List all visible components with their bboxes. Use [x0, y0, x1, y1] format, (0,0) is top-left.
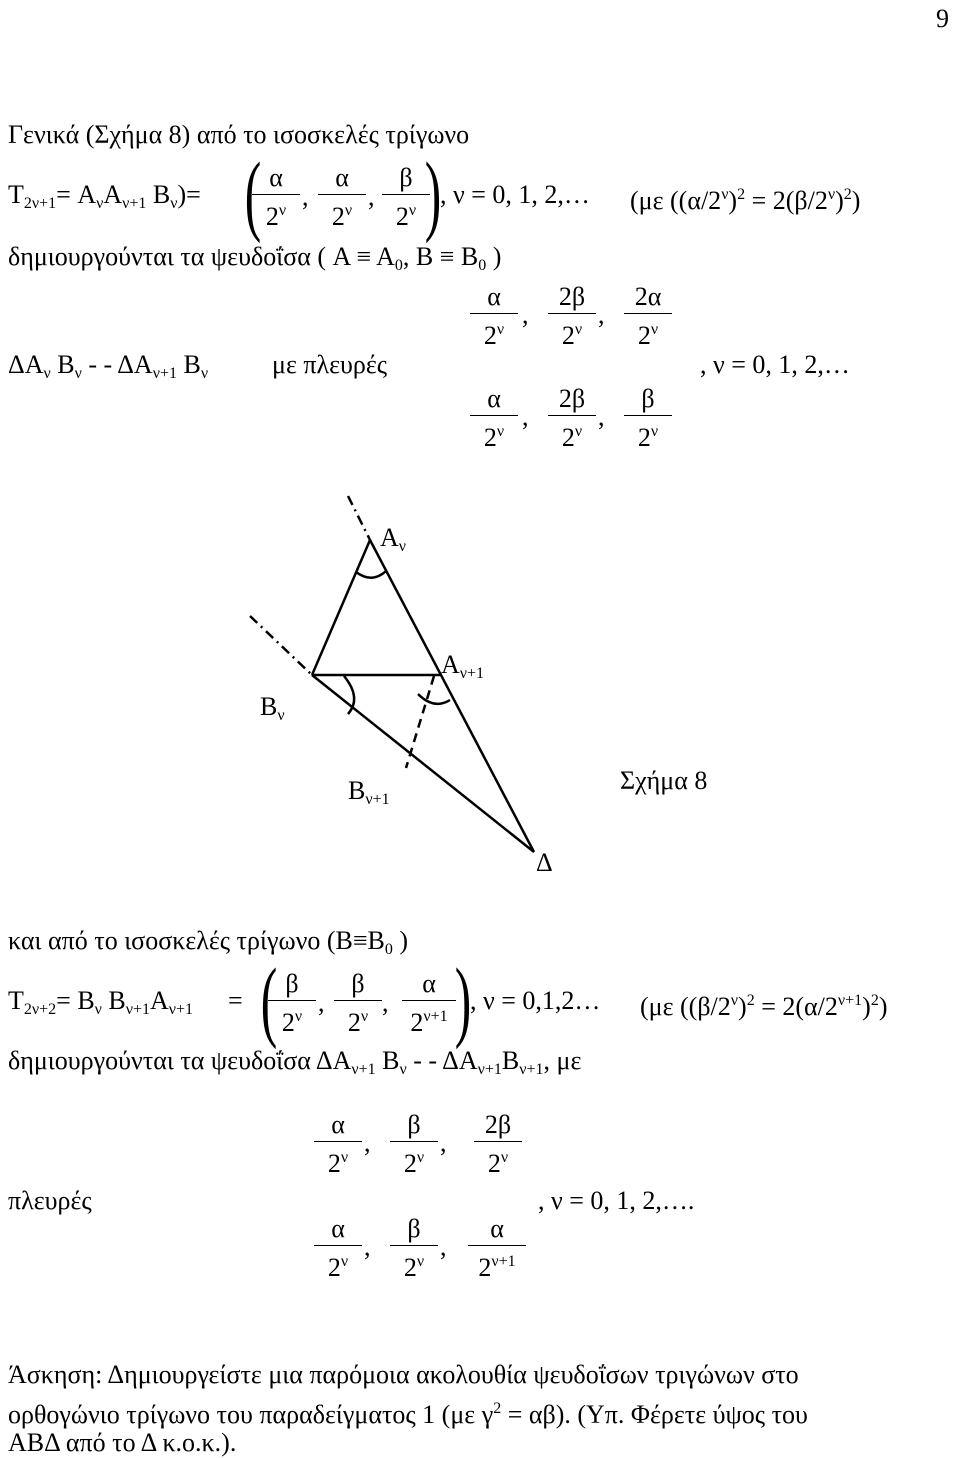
- nu-range: , ν = 0, 1, 2,…: [440, 180, 590, 209]
- page-number: 9: [936, 4, 949, 33]
- formula-T2v1: T2ν+1= AνAν+1 Bν)=: [8, 180, 201, 212]
- comma: ,: [368, 182, 375, 211]
- side-Av-Delta: [370, 540, 534, 852]
- equals-sign: =: [228, 986, 243, 1015]
- label-Bv1: Bν+1: [348, 776, 390, 808]
- fraction: β $2^\nu$: [618, 384, 678, 453]
- exercise-line-1: Άσκηση: Δημιουργείστε μια παρόμοια ακολουθία ψευδοΐσων τριγώνων στο: [8, 1360, 799, 1389]
- nu-range: , ν = 0, 1, 2,…: [700, 350, 850, 379]
- comma: ,: [522, 300, 529, 329]
- fraction: 2β $2^\nu$: [542, 384, 602, 453]
- comma: ,: [440, 1128, 447, 1157]
- fraction: α $2^\nu$: [246, 163, 306, 232]
- right-paren: ): [424, 145, 442, 244]
- comma: ,: [598, 300, 605, 329]
- comma: ,: [364, 1128, 371, 1157]
- isosceles-line: και από το ισοσκελές τρίγωνο (B≡B0 ): [8, 926, 409, 958]
- label-Av: Aν: [380, 523, 407, 555]
- fraction: 2α $2^\nu$: [618, 282, 678, 351]
- fraction: β $2^\nu$: [328, 969, 388, 1038]
- angle-arc-Bv: [344, 676, 354, 714]
- angle-arc-Av1: [418, 694, 450, 704]
- left-paren: (: [244, 145, 262, 244]
- pseudo-equal-line: δημιουργούνται τα ψευδοΐσα ( A ≡ A0, B ≡ B0 ): [8, 242, 502, 274]
- fraction: 2β $2^\nu$: [542, 282, 602, 351]
- sides-label-2: πλευρές: [8, 1186, 92, 1215]
- note-relation: (με $((\alpha/2^\nu)^2 = 2(\beta/2^\nu)^2)$: [630, 186, 861, 215]
- label-Av1: Aν+1: [441, 650, 485, 682]
- sides-label: με πλευρές: [272, 350, 388, 379]
- fraction: β $2^\nu$: [376, 163, 436, 232]
- triangle-pair: ΔAν Bν - - ΔAν+1 Bν: [8, 350, 209, 382]
- nu-range: , ν = 0, 1, 2,….: [538, 1186, 695, 1215]
- fraction: α $2^{\nu+1}$: [396, 969, 462, 1038]
- fraction: β $2^\nu$: [384, 1110, 444, 1179]
- fraction: β $2^\nu$: [384, 1214, 444, 1283]
- comma: ,: [598, 402, 605, 431]
- comma: ,: [382, 988, 389, 1017]
- comma: ,: [364, 1232, 371, 1261]
- right-paren: ): [454, 951, 472, 1050]
- comma: ,: [440, 1232, 447, 1261]
- fraction: α $2^\nu$: [464, 282, 524, 351]
- nu-range: , ν = 0,1,2…: [470, 986, 601, 1015]
- left-paren: (: [260, 951, 278, 1050]
- pseudo-equal-line-2: δημιουργούνται τα ψευδοΐσα ΔAν+1 Bν - - ΔAν+1Bν+1, με: [8, 1046, 582, 1078]
- exercise-line-2: ορθογώνιο τρίγωνο του παραδείγματος 1 (με $\gamma^2 = \alpha\beta$). (Υπ. Φέρετε ύψος του: [8, 1400, 808, 1429]
- angle-arc-Av: [356, 571, 386, 578]
- label-Delta: Δ: [536, 848, 553, 877]
- side-Bv-Delta: [312, 675, 534, 852]
- note-relation: (με $((\beta/2^\nu)^2 = 2(\alpha/2^{\nu+1})^2)$: [640, 992, 888, 1021]
- label-Bv: Bν: [260, 692, 285, 724]
- comma: ,: [522, 402, 529, 431]
- fraction: α $2^\nu$: [308, 1214, 368, 1283]
- comma: ,: [318, 988, 325, 1017]
- side-Av-Bv: [312, 540, 370, 675]
- fraction: α $2^{\nu+1}$: [462, 1214, 532, 1283]
- fraction: 2β $2^\nu$: [468, 1110, 528, 1179]
- figure-caption: Σχήμα 8: [620, 766, 708, 795]
- fraction: α $2^\nu$: [308, 1110, 368, 1179]
- extension-line: [348, 496, 370, 540]
- exercise-line-3: ABΔ από το Δ κ.ο.κ.).: [8, 1428, 237, 1457]
- comma: ,: [302, 182, 309, 211]
- segment-Av1-Bv1: [406, 676, 434, 768]
- extension-line: [250, 616, 312, 675]
- formula-T2v2: T2ν+2= Bν Bν+1Aν+1: [8, 986, 194, 1018]
- fraction: α $2^\nu$: [464, 384, 524, 453]
- intro-text: Γενικά (Σχήμα 8) από το ισοσκελές τρίγωνο: [8, 120, 470, 149]
- fraction: α $2^\nu$: [312, 163, 372, 232]
- fraction: β $2^\nu$: [262, 969, 322, 1038]
